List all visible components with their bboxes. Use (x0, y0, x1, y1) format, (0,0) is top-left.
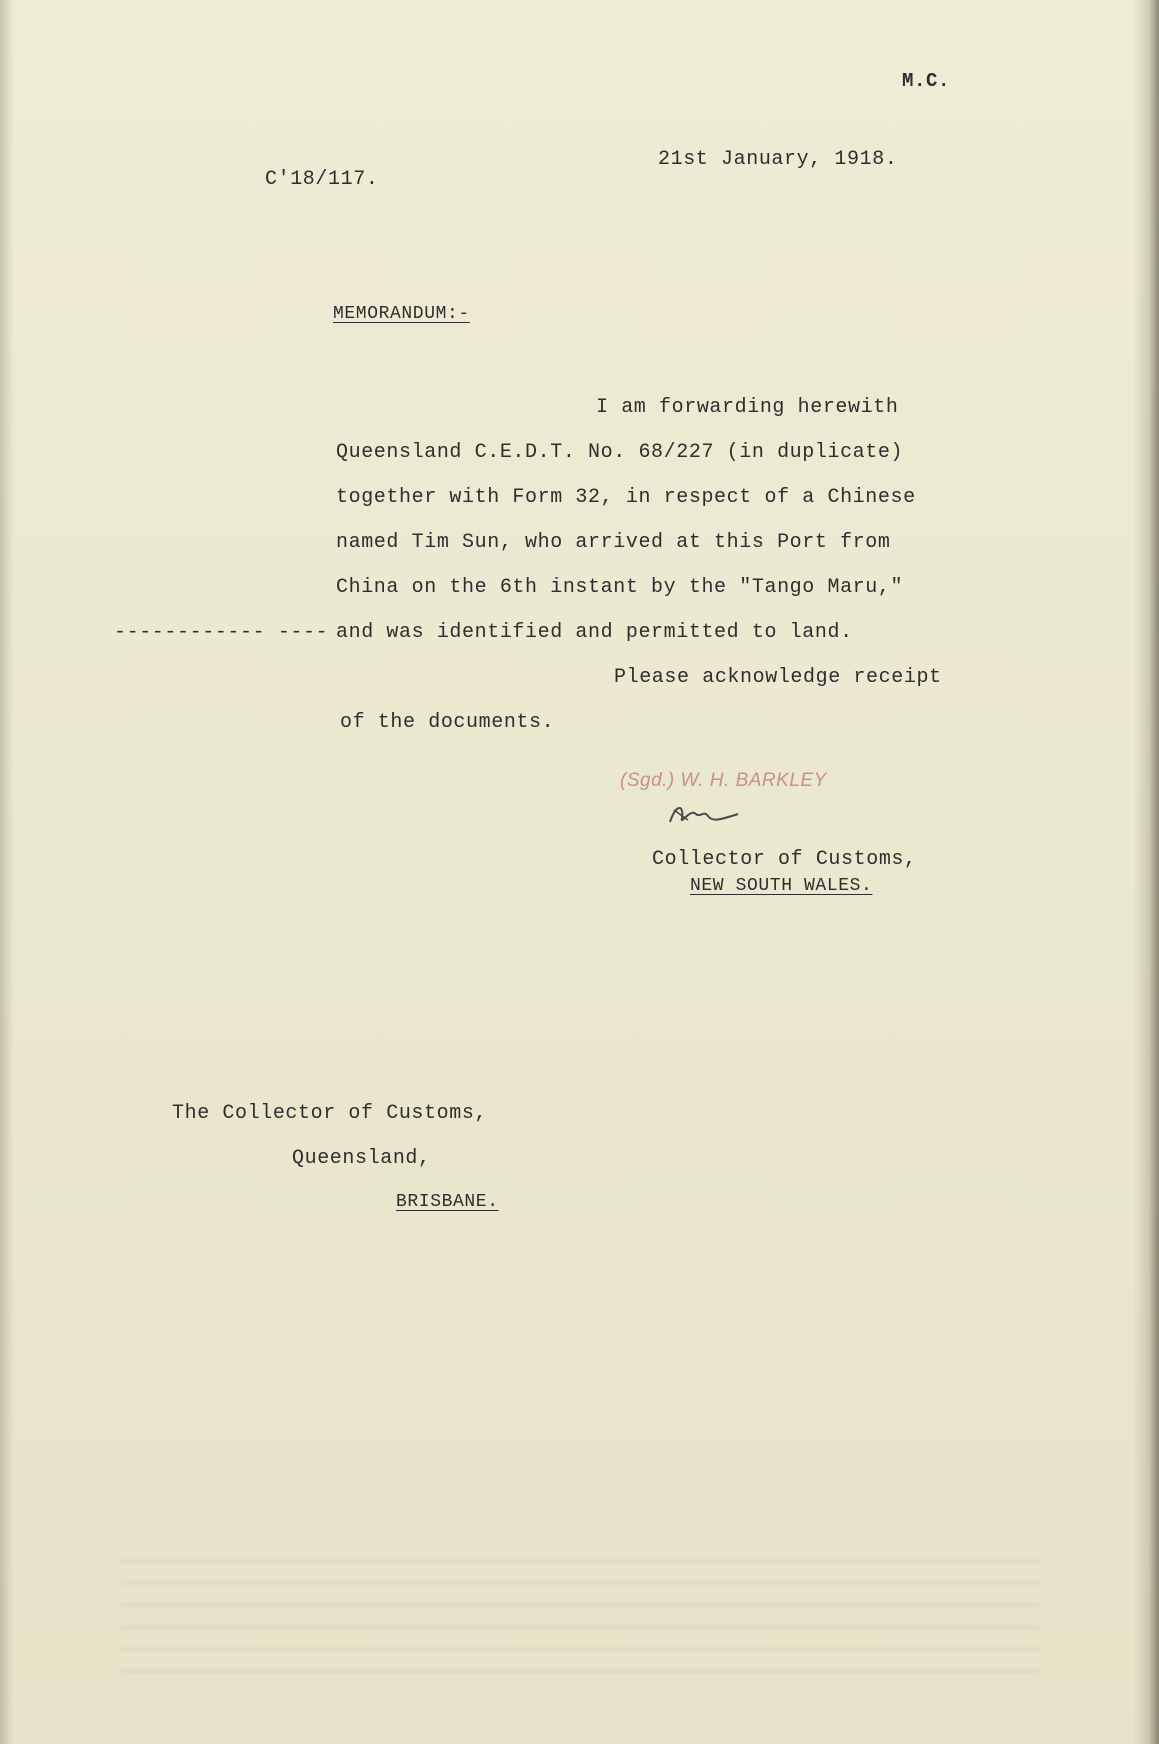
memo-heading: MEMORANDUM:- (333, 304, 470, 324)
body-line-4: named Tim Sun, who arrived at this Port from (336, 531, 891, 554)
document-date: 21st January, 1918. (658, 148, 898, 171)
body-line-7: Please acknowledge receipt (614, 666, 942, 689)
signature-stamp: (Sgd.) W. H. BARKLEY (620, 770, 827, 791)
paper-left-edge (0, 0, 14, 1744)
addressee-line-2: Queensland, (292, 1147, 431, 1170)
bleed-through-text (120, 1560, 1040, 1680)
paper-right-edge (1133, 0, 1159, 1744)
handwritten-signature (664, 796, 744, 832)
office-initials: M.C. (902, 70, 951, 92)
body-line-2: Queensland C.E.D.T. No. 68/227 (in duplicate) (336, 441, 904, 464)
body-line-1: I am forwarding herewith (596, 396, 899, 419)
body-line-6: and was identified and permitted to land. (336, 621, 853, 644)
body-line-8: of the documents. (340, 711, 555, 734)
margin-dashes: ------------ ---- (114, 621, 329, 644)
addressee-line-3: BRISBANE. (396, 1192, 499, 1212)
addressee-line-1: The Collector of Customs, (172, 1102, 488, 1125)
body-line-5: China on the 6th instant by the "Tango Maru," (336, 576, 904, 599)
signatory-title: Collector of Customs, (652, 848, 917, 871)
body-line-3: together with Form 32, in respect of a Chinese (336, 486, 916, 509)
signatory-state: NEW SOUTH WALES. (690, 876, 873, 896)
reference-number: C'18/117. (265, 168, 379, 191)
